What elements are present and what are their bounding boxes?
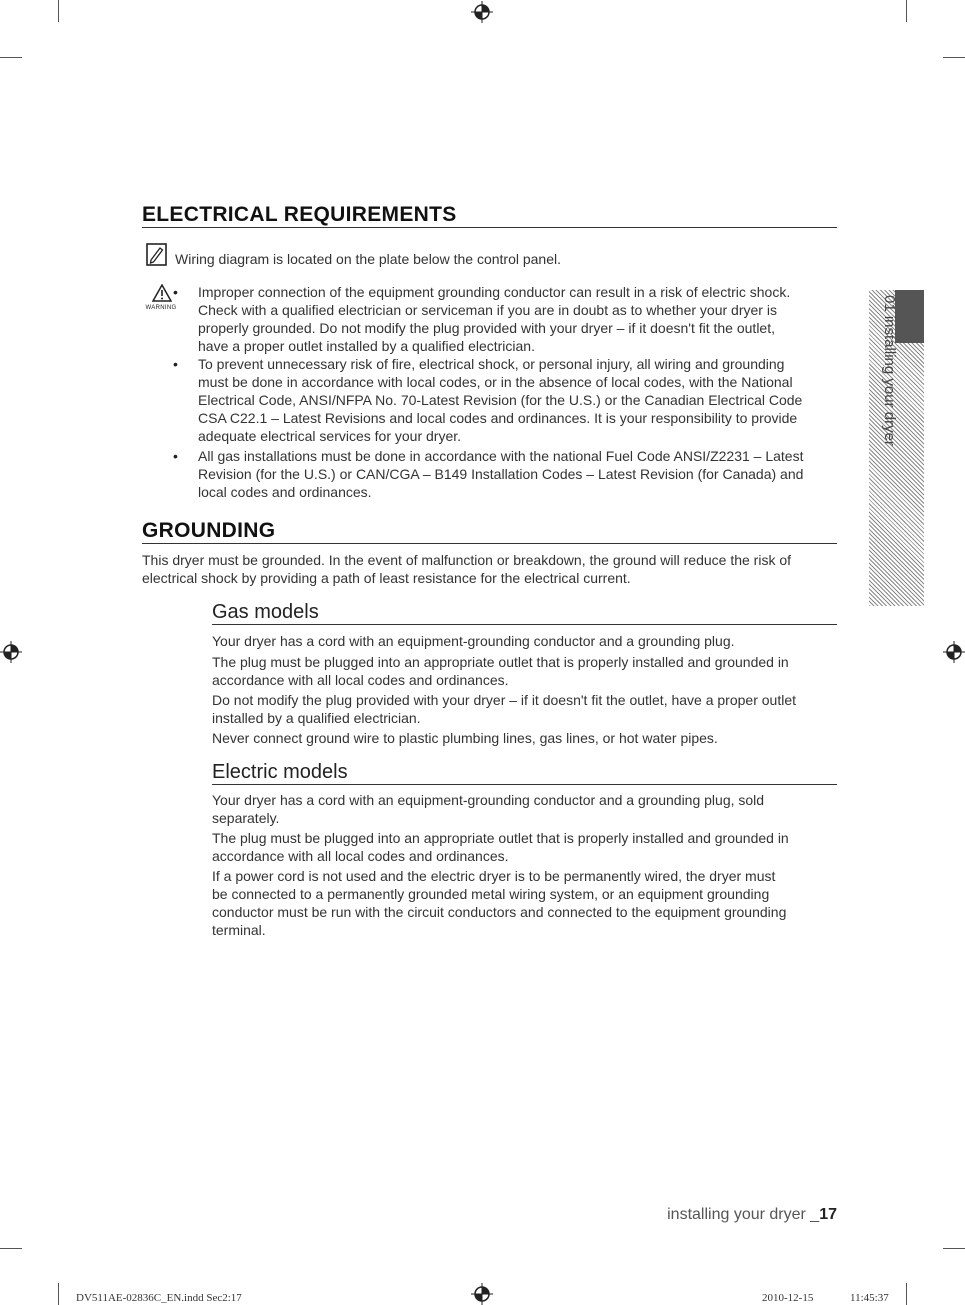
note-icon — [146, 243, 167, 266]
print-time: 11:45:37 — [850, 1292, 889, 1304]
electric-paragraph-line: separately. — [212, 810, 280, 826]
gas-paragraph-line: Do not modify the plug provided with your dryer – if it doesn't fit the outlet, have a proper outlet — [212, 692, 797, 708]
grounding-intro-line: electrical shock by providing a path of least resistance for the electrical current. — [142, 570, 631, 586]
registration-mark-icon — [471, 1, 493, 23]
warning-icon — [152, 284, 172, 302]
registration-mark-icon — [471, 1283, 493, 1305]
crop-mark — [906, 0, 907, 22]
gas-paragraph-line: Your dryer has a cord with an equipment-grounding conductor and a grounding plug. — [212, 633, 735, 649]
page-footer — [600, 1206, 837, 1224]
bullet-line: must be done in accordance with local codes, or in the absence of local codes, with the National — [198, 374, 793, 390]
electric-paragraph-line: The plug must be plugged into an appropriate outlet that is properly installed and grounded in — [212, 830, 789, 846]
electric-paragraph-line: accordance with all local codes and ordinances. — [212, 848, 509, 864]
bullet-line: To prevent unnecessary risk of fire, electrical shock, or personal injury, all wiring and grounding — [198, 356, 785, 372]
crop-mark — [943, 1248, 965, 1249]
subsection-title-electric-models: Electric models — [212, 760, 837, 785]
registration-mark-icon — [0, 641, 22, 663]
electric-paragraph-line: If a power cord is not used and the electric dryer is to be permanently wired, the dryer must — [212, 868, 776, 884]
note-text: Wiring diagram is located on the plate below the control panel. — [175, 251, 561, 267]
bullet-icon: • — [173, 356, 178, 372]
section-title-electrical: ELECTRICAL REQUIREMENTS — [142, 203, 837, 228]
crop-mark — [906, 1283, 907, 1305]
crop-mark — [0, 57, 22, 58]
bullet-line: CSA C22.1 – Latest Revisions and local codes and ordinances. It is your responsibility to provide — [198, 410, 798, 426]
subsection-title-gas-models: Gas models — [212, 600, 837, 625]
bullet-icon: • — [173, 448, 178, 464]
electric-paragraph-line: be connected to a permanently grounded metal wiring system, or an equipment grounding — [212, 886, 770, 902]
warning-label: WARNING — [145, 305, 177, 311]
crop-mark — [943, 57, 965, 58]
bullet-line: properly grounded. Do not modify the plug provided with your dryer – if it doesn't fit the outlet, — [198, 320, 775, 336]
bullet-line: local codes and ordinances. — [198, 484, 372, 500]
crop-mark — [58, 1283, 59, 1305]
crop-mark — [0, 1248, 22, 1249]
bullet-line: All gas installations must be done in accordance with the national Fuel Code ANSI/Z2231 – Latest — [198, 448, 804, 464]
registration-mark-icon — [943, 641, 965, 663]
print-file-name: DV511AE-02836C_EN.indd Sec2:17 — [76, 1292, 242, 1304]
bullet-line: adequate electrical services for your dryer. — [198, 428, 462, 444]
footer-chapter-label: installing your dryer _ — [667, 1206, 820, 1223]
section-title-grounding: GROUNDING — [142, 519, 837, 544]
gas-paragraph-line: The plug must be plugged into an appropriate outlet that is properly installed and grounded in — [212, 654, 789, 670]
bullet-icon: • — [173, 284, 178, 300]
bullet-line: Improper connection of the equipment grounding conductor can result in a risk of electric shock. — [198, 284, 791, 300]
chapter-side-tab — [869, 290, 924, 606]
crop-mark — [58, 0, 59, 22]
bullet-line: Revision (for the U.S.) or CAN/CGA – B149 Installation Codes – Latest Revision (for Canada) and — [198, 466, 804, 482]
electric-paragraph-line: conductor must be run with the circuit conductors and connected to the equipment grounding — [212, 904, 787, 920]
print-date: 2010-12-15 — [762, 1292, 814, 1304]
gas-paragraph-line: installed by a qualified electrician. — [212, 710, 421, 726]
page-number: 17 — [819, 1206, 837, 1223]
electric-paragraph-line: terminal. — [212, 922, 266, 938]
gas-paragraph-line: Never connect ground wire to plastic plumbing lines, gas lines, or hot water pipes. — [212, 730, 718, 746]
bullet-line: Check with a qualified electrician or serviceman if you are in doubt as to whether your dryer is — [198, 302, 777, 318]
gas-paragraph-line: accordance with all local codes and ordinances. — [212, 672, 509, 688]
grounding-intro-line: This dryer must be grounded. In the event of malfunction or breakdown, the ground will reduce the risk of — [142, 552, 792, 568]
electric-paragraph-line: Your dryer has a cord with an equipment-grounding conductor and a grounding plug, sold — [212, 792, 765, 808]
side-tab-label: 01 installing your dryer — [881, 295, 898, 446]
bullet-line: have a proper outlet installed by a qualified electrician. — [198, 338, 535, 354]
bullet-line: Electrical Code, ANSI/NFPA No. 70-Latest Revision (for the U.S.) or the Canadian Electrical Code — [198, 392, 803, 408]
